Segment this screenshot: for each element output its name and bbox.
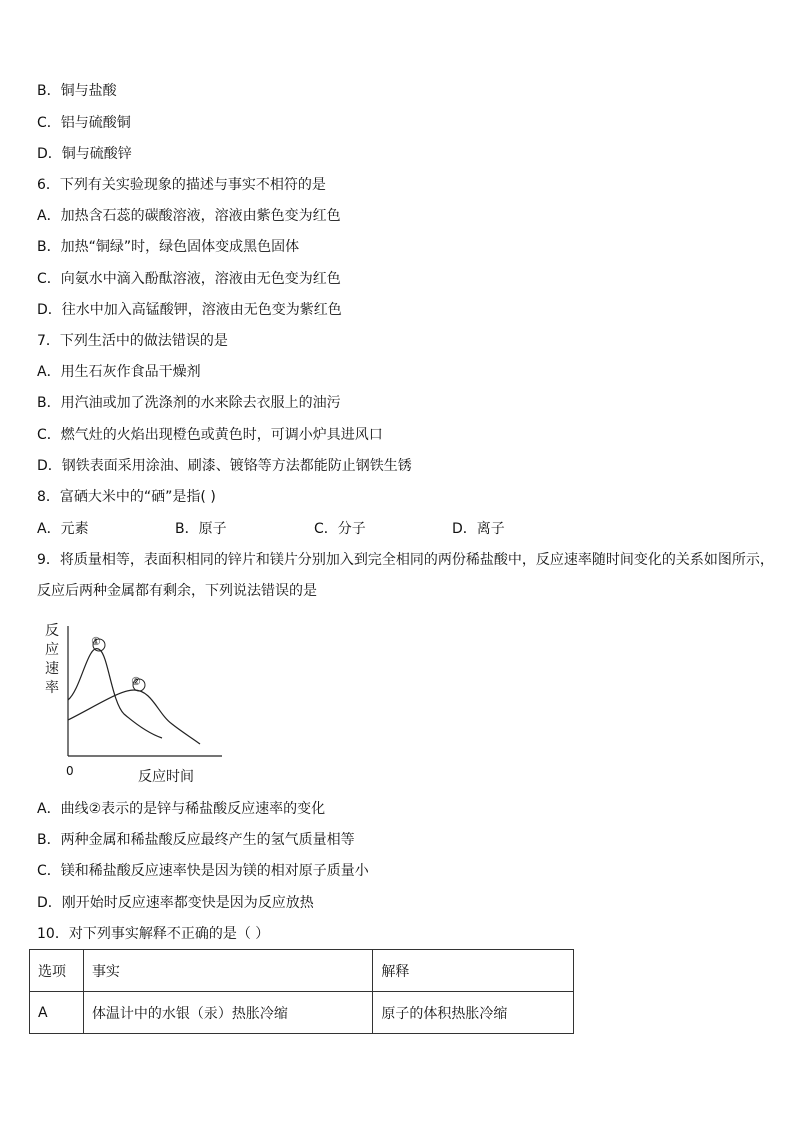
y-label-char-2: 应 — [45, 642, 59, 658]
q8-option-b: B．原子 — [175, 521, 227, 537]
q10-stem: 10．对下列事实解释不正确的是（ ） — [37, 926, 270, 942]
header-fact: 事实 — [83, 950, 372, 992]
q5-option-b: B．铜与盐酸 — [37, 83, 117, 99]
x-axis-label: 反应时间 — [138, 769, 194, 785]
y-label-char-1: 反 — [45, 623, 59, 639]
q8-option-a: A．元素 — [37, 521, 89, 537]
q10-table — [29, 949, 574, 1034]
q8-stem: 8．富硒大米中的“硒”是指( ) — [37, 489, 216, 505]
q6-stem: 6．下列有关实验现象的描述与事实不相符的是 — [37, 177, 326, 193]
q9-stem-line2: 反应后两种金属都有剩余，下列说法错误的是 — [37, 583, 317, 599]
q8-options — [37, 518, 597, 538]
header-option: 选项 — [30, 950, 84, 992]
y-label-char-3: 速 — [45, 661, 59, 677]
q9-option-d: D．刚开始时反应速率都变快是因为反应放热 — [37, 895, 314, 911]
cell-fact: 体温计中的水银（汞）热胀冷缩 — [83, 992, 372, 1034]
curve-1 — [68, 649, 162, 738]
q6-option-d: D．往水中加入高锰酸钾，溶液由无色变为紫红色 — [37, 302, 342, 318]
q5-option-d: D．铜与硫酸锌 — [37, 146, 132, 162]
q7-option-a: A．用生石灰作食品干燥剂 — [37, 364, 201, 380]
y-label-char-4: 率 — [45, 680, 59, 696]
graph-canvas — [36, 618, 226, 788]
curve-2 — [68, 690, 200, 744]
q5-option-c: C．铝与硫酸铜 — [37, 115, 131, 131]
q8-option-c: C．分子 — [314, 521, 366, 537]
q9-option-b: B．两种金属和稀盐酸反应最终产生的氢气质量相等 — [37, 832, 355, 848]
q9-stem-line1: 9．将质量相等，表面积相同的锌片和镁片分别加入到完全相同的两份稀盐酸中，反应速率随时间变化的关系如图所示， — [37, 552, 774, 568]
q6-option-a: A．加热含石蕊的碳酸溶液，溶液由紫色变为红色 — [37, 208, 341, 224]
table-row — [30, 992, 574, 1034]
curve-1-label: ① — [91, 635, 101, 648]
q9-option-c: C．镁和稀盐酸反应速率快是因为镁的相对原子质量小 — [37, 863, 369, 879]
q6-option-c: C．向氨水中滴入酚酞溶液，溶液由无色变为红色 — [37, 271, 341, 287]
header-explanation: 解释 — [373, 950, 574, 992]
q9-option-a: A．曲线②表示的是锌与稀盐酸反应速率的变化 — [37, 801, 326, 817]
q7-stem: 7．下列生活中的做法错误的是 — [37, 333, 228, 349]
q7-option-d: D．钢铁表面采用涂油、刷漆、镀铬等方法都能防止钢铁生锈 — [37, 458, 412, 474]
cell-option: A — [30, 992, 84, 1034]
cell-explanation: 原子的体积热胀冷缩 — [373, 992, 574, 1034]
q7-option-c: C．燃气灶的火焰出现橙色或黄色时，可调小炉具进风口 — [37, 427, 383, 443]
reaction-rate-graph — [36, 618, 226, 788]
curve-2-label: ② — [131, 675, 141, 688]
q6-option-b: B．加热“铜绿”时，绿色固体变成黑色固体 — [37, 239, 300, 255]
table-header-row — [30, 950, 574, 992]
origin-label: 0 — [66, 764, 74, 778]
q8-option-d: D．离子 — [452, 521, 505, 537]
q7-option-b: B．用汽油或加了洗涤剂的水来除去衣服上的油污 — [37, 395, 341, 411]
